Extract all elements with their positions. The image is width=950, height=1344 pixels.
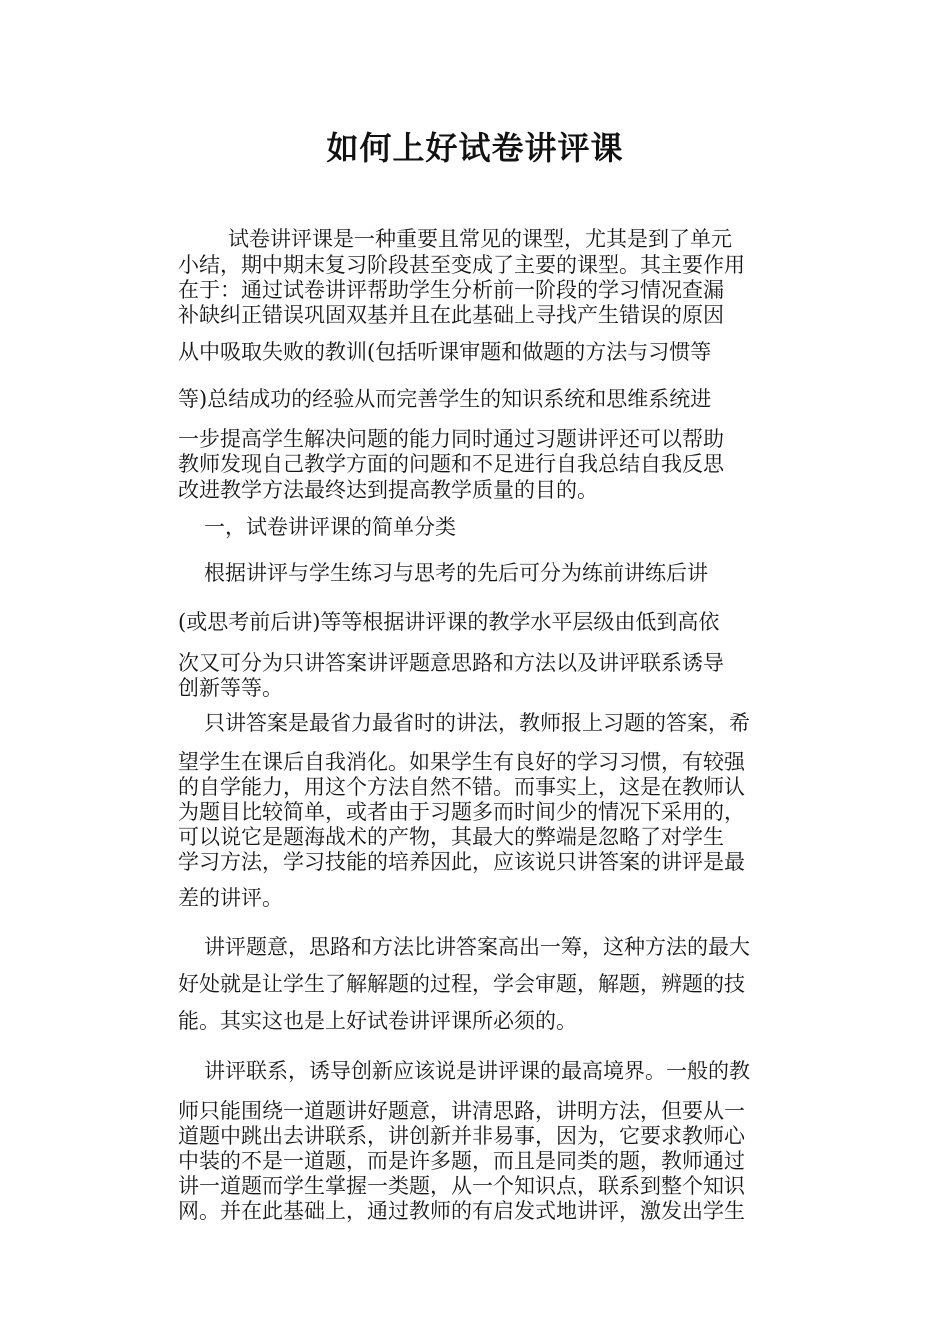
paragraph-line: 能。其实这也是上好试卷讲评课所必须的。 xyxy=(178,1009,577,1033)
paragraph-line: 在于：通过试卷讲评帮助学生分析前一阶段的学习情况查漏 xyxy=(178,278,724,302)
paragraph-line: (或思考前后讲)等等根据讲评课的教学水平层级由低到高依 xyxy=(178,610,720,634)
paragraph-line: 的自学能力，用这个方法自然不错。而事实上，这是在教师认 xyxy=(178,775,745,799)
paragraph-line: 改进教学方法最终达到提高教学质量的目的。 xyxy=(178,478,598,502)
paragraph-line: 讲评题意，思路和方法比讲答案高出一筹，这种方法的最大 xyxy=(204,935,750,959)
paragraph-line: 为题目比较简单，或者由于习题多而时间少的情况下采用的， xyxy=(178,800,745,824)
paragraph-line: 教师发现自己教学方面的问题和不足进行自我总结自我反思 xyxy=(178,452,724,476)
paragraph-line: 次又可分为只讲答案讲评题意思路和方法以及讲评联系诱导 xyxy=(178,651,724,675)
paragraph-line: 网。并在此基础上，通过教师的有启发式地讲评，激发出学生 xyxy=(178,1199,745,1223)
paragraph-line: 差的讲评。 xyxy=(178,886,283,910)
paragraph-line: 望学生在课后自我消化。如果学生有良好的学习习惯，有较强 xyxy=(178,750,745,774)
section-heading: 一，试卷讲评课的简单分类 xyxy=(204,515,456,539)
paragraph-line: 师只能围绕一道题讲好题意，讲清思路，讲明方法，但要从一 xyxy=(178,1099,745,1123)
paragraph-line: 道题中跳出去讲联系，讲创新并非易事，因为，它要求教师心 xyxy=(178,1124,745,1148)
paragraph-line: 讲一道题而学生掌握一类题，从一个知识点，联系到整个知识 xyxy=(178,1174,745,1198)
paragraph-line: 根据讲评与学生练习与思考的先后可分为练前讲练后讲 xyxy=(204,561,708,585)
paragraph-line: 学习方法，学习技能的培养因此，应该说只讲答案的讲评是最 xyxy=(178,850,745,874)
paragraph-line: 从中吸取失败的教训(包括听课审题和做题的方法与习惯等 xyxy=(178,340,712,364)
paragraph-line: 讲评联系，诱导创新应该说是讲评课的最高境界。一般的教 xyxy=(204,1059,750,1083)
paragraph-line: 创新等等。 xyxy=(178,676,283,700)
paragraph-line: 一步提高学生解决问题的能力同时通过习题讲评还可以帮助 xyxy=(178,427,724,451)
paragraph-line: 中装的不是一道题，而是许多题，而且是同类的题，教师通过 xyxy=(178,1149,745,1173)
paragraph-line: 小结，期中期末复习阶段甚至变成了主要的课型。其主要作用 xyxy=(178,253,745,277)
paragraph-line: 好处就是让学生了解解题的过程，学会审题，解题，辨题的技 xyxy=(178,972,745,996)
paragraph-line: 等)总结成功的经验从而完善学生的知识系统和思维系统进 xyxy=(178,387,712,411)
paragraph-line: 补缺纠正错误巩固双基并且在此基础上寻找产生错误的原因 xyxy=(178,303,724,327)
paragraph-line: 可以说它是题海战术的产物，其最大的弊端是忽略了对学生 xyxy=(178,825,724,849)
document-title: 如何上好试卷讲评课 xyxy=(326,129,624,167)
paragraph-line: 试卷讲评课是一种重要且常见的课型，尤其是到了单元 xyxy=(228,227,732,251)
paragraph-line: 只讲答案是最省力最省时的讲法，教师报上习题的答案，希 xyxy=(204,711,750,735)
